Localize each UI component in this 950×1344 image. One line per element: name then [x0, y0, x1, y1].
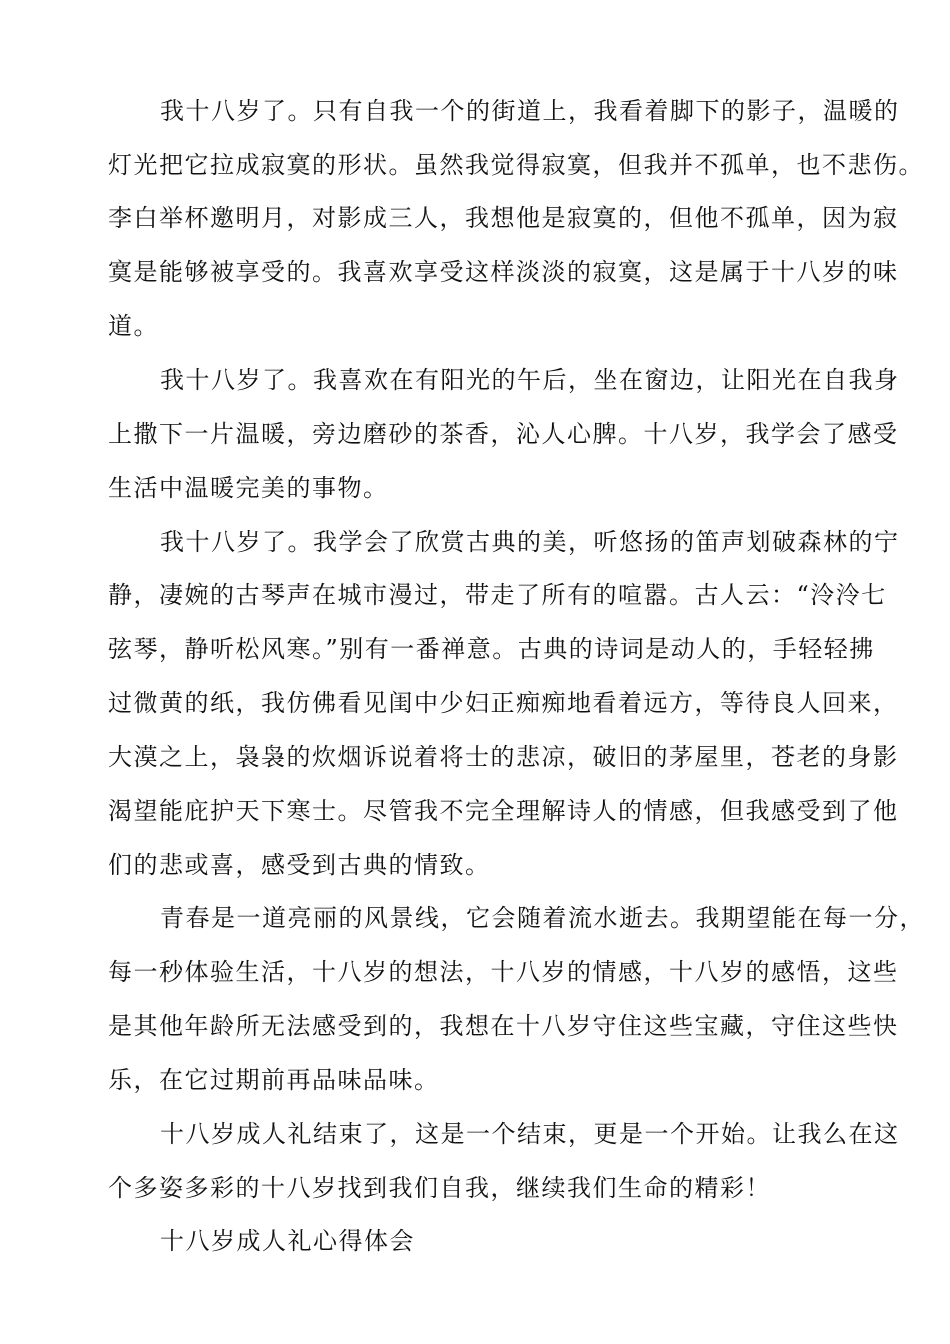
paragraph-2-line-3: 生活中温暖完美的事物。: [108, 474, 389, 502]
paragraph-3-line-7: 们的悲或喜，感受到古典的情致。: [108, 851, 491, 879]
paragraph-1-line-3: 李白举杯邀明月，对影成三人，我想他是寂寞的，但他不孤单，因为寂: [108, 204, 899, 232]
paragraph-3-line-2: 静，凄婉的古琴声在城市漫过，带走了所有的喧嚣。古人云：“泠泠七: [108, 581, 887, 609]
paragraph-3-line-5: 大漠之上，袅袅的炊烟诉说着将士的悲凉，破旧的茅屋里，苍老的身影: [108, 743, 899, 771]
paragraph-4-line-1: 青春是一道亮丽的风景线，它会随着流水逝去。我期望能在每一分，: [160, 904, 925, 932]
paragraph-2-line-2: 上撒下一片温暖，旁边磨砂的茶香，沁人心脾。十八岁，我学会了感受: [108, 420, 899, 448]
paragraph-3-line-3: 弦琴，静听松风寒。”别有一番禅意。古典的诗词是动人的，手轻轻拂: [108, 635, 875, 663]
paragraph-4-line-4: 乐，在它过期前再品味品味。: [108, 1066, 440, 1094]
paragraph-3-line-1: 我十八岁了。我学会了欣赏古典的美，听悠扬的笛声划破森林的宁: [160, 528, 900, 556]
paragraph-2-line-1: 我十八岁了。我喜欢在有阳光的午后，坐在窗边，让阳光在自我身: [160, 366, 900, 394]
paragraph-1-line-2: 灯光把它拉成寂寞的形状。虽然我觉得寂寞，但我并不孤单，也不悲伤。: [108, 151, 924, 179]
paragraph-4-line-2: 每一秒体验生活，十八岁的想法，十八岁的情感，十八岁的感悟，这些: [108, 958, 899, 986]
paragraph-5-line-1: 十八岁成人礼结束了，这是一个结束，更是一个开始。让我么在这: [160, 1120, 900, 1148]
paragraph-1-line-4: 寞是能够被享受的。我喜欢享受这样淡淡的寂寞，这是属于十八岁的味: [108, 258, 899, 286]
paragraph-5-line-2: 个多姿多彩的十八岁找到我们自我，继续我们生命的精彩！: [108, 1174, 771, 1202]
paragraph-4-line-3: 是其他年龄所无法感受到的，我想在十八岁守住这些宝藏，守住这些快: [108, 1012, 899, 1040]
section-heading: 十八岁成人礼心得体会: [160, 1227, 415, 1255]
paragraph-3-line-6: 渴望能庇护天下寒士。尽管我不完全理解诗人的情感，但我感受到了他: [108, 797, 899, 825]
paragraph-1-line-1: 我十八岁了。只有自我一个的街道上，我看着脚下的影子，温暖的: [160, 97, 900, 125]
paragraph-1-line-5: 道。: [108, 312, 159, 340]
paragraph-3-line-4: 过微黄的纸，我仿佛看见闺中少妇正痴痴地看着远方，等待良人回来，: [108, 689, 899, 717]
